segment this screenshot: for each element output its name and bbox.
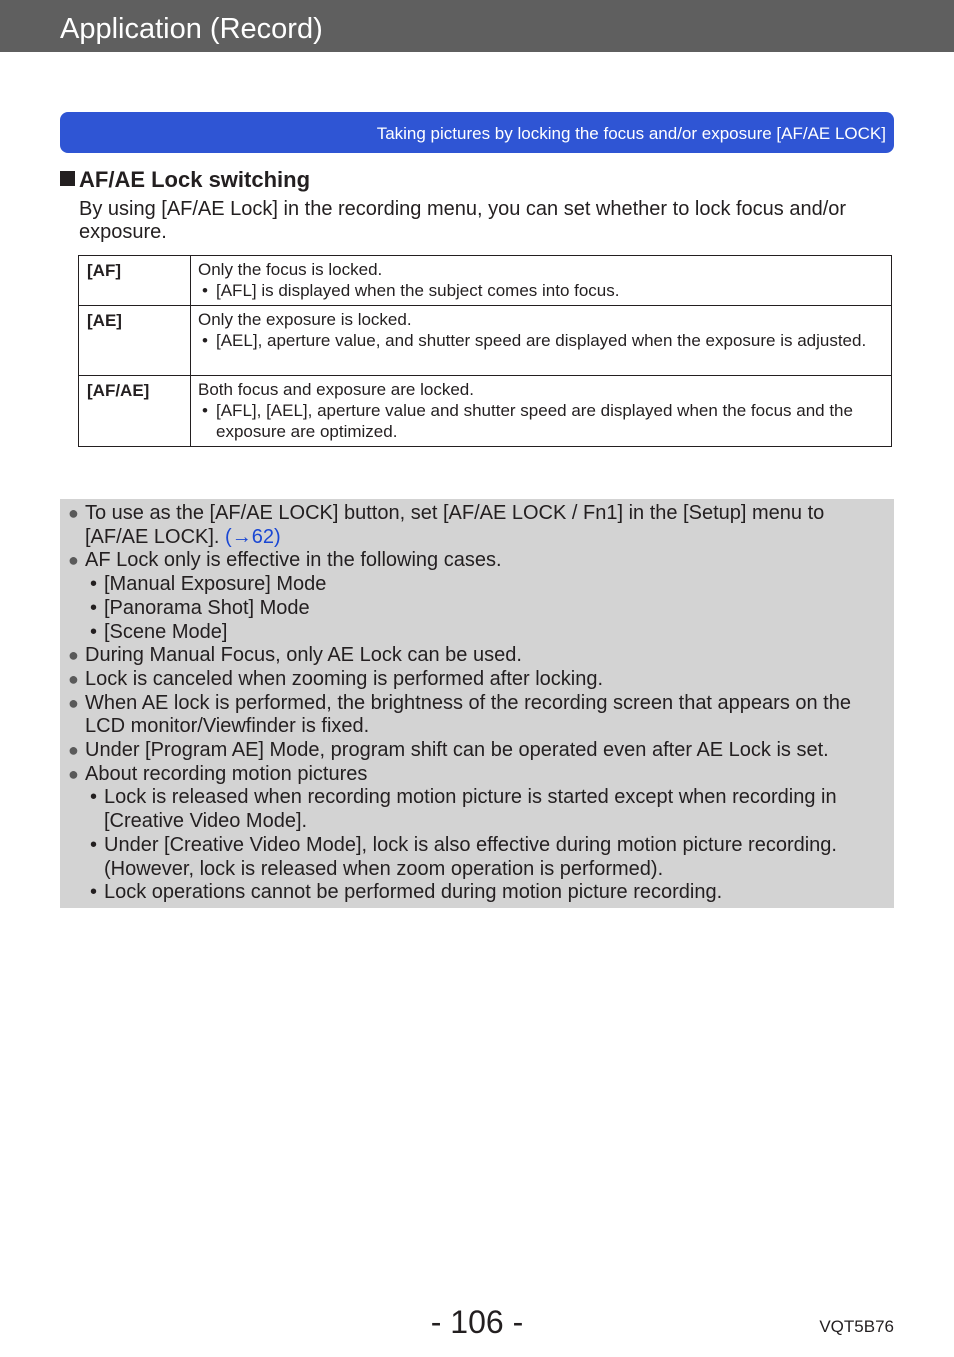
note-item bbox=[68, 502, 882, 549]
section-banner bbox=[60, 112, 894, 153]
note-text: During Manual Focus, only AE Lock can be used. bbox=[85, 644, 522, 667]
note-text: Lock is canceled when zooming is performed after locking. bbox=[85, 667, 604, 690]
settings-table bbox=[78, 255, 892, 447]
page-number: - 106 - bbox=[430, 1304, 524, 1340]
bullet-icon: • bbox=[90, 833, 98, 856]
note-sub-item bbox=[68, 786, 882, 833]
note-sub-item bbox=[68, 597, 882, 621]
bullet-dot-icon: ● bbox=[68, 645, 79, 666]
intro-paragraph: By using [AF/AE Lock] in the recording menu, you can set whether to lock focus and/or exposure. bbox=[79, 198, 847, 243]
bullet-dot-icon: ● bbox=[68, 503, 79, 523]
table-note-text: [AFL] is displayed when the subject comes into focus. bbox=[216, 281, 620, 300]
note-item bbox=[68, 692, 882, 739]
page-title: Application (Record) bbox=[60, 13, 323, 45]
table-note bbox=[198, 400, 881, 442]
bullet-icon: • bbox=[90, 881, 98, 904]
page-reference-link[interactable]: (→62) bbox=[225, 525, 281, 548]
bullet-dot-icon: ● bbox=[68, 692, 79, 713]
document-code: VQT5B76 bbox=[819, 1317, 894, 1336]
note-sub-text: [Panorama Shot] Mode bbox=[104, 596, 310, 619]
table-value bbox=[191, 376, 892, 447]
section-banner-text: Taking pictures by locking the focus and/or exposure [AF/AE LOCK] bbox=[376, 124, 886, 143]
note-item bbox=[68, 763, 882, 787]
table-value bbox=[191, 306, 892, 376]
table-row bbox=[79, 376, 892, 447]
note-text: To use as the [AF/AE LOCK] button, set [AF/AE LOCK / Fn1] in the [Setup] menu to [AF/AE LOCK]. bbox=[85, 502, 825, 548]
subheading bbox=[60, 167, 310, 193]
square-bullet-icon bbox=[60, 171, 75, 186]
subheading-text: AF/AE Lock switching bbox=[79, 167, 311, 192]
note-text: About recording motion pictures bbox=[85, 762, 368, 785]
table-value bbox=[191, 256, 892, 306]
note-text: Under [Program AE] Mode, program shift can be operated even after AE Lock is set. bbox=[85, 739, 829, 762]
table-desc: Both focus and exposure are locked. bbox=[198, 380, 474, 399]
note-sub-text: Lock operations cannot be performed during motion picture recording. bbox=[104, 881, 723, 904]
note-text: AF Lock only is effective in the following cases. bbox=[85, 549, 502, 572]
bullet-icon: • bbox=[90, 620, 98, 643]
note-sub-text: [Manual Exposure] Mode bbox=[104, 573, 327, 596]
note-item bbox=[68, 549, 882, 573]
note-sub-item bbox=[68, 573, 882, 597]
bullet-dot-icon: ● bbox=[68, 763, 79, 784]
note-sub-item bbox=[68, 881, 882, 905]
note-sub-text: [Scene Mode] bbox=[104, 620, 228, 643]
header-bar bbox=[0, 0, 954, 52]
bullet-dot-icon: ● bbox=[68, 740, 79, 761]
note-item bbox=[68, 644, 882, 668]
note-sub-item bbox=[68, 834, 882, 881]
table-note bbox=[198, 330, 881, 351]
note-sub-text: Lock is released when recording motion picture is started except when recording in [Creative Video Mode]. bbox=[104, 786, 837, 833]
bullet-dot-icon: ● bbox=[68, 668, 79, 689]
table-key: [AE] bbox=[79, 306, 191, 376]
note-sub-text: Under [Creative Video Mode], lock is also effective during motion picture recording. (However, lock is released when zoom operation is performed). bbox=[104, 833, 837, 880]
table-key: [AF/AE] bbox=[79, 376, 191, 447]
table-key: [AF] bbox=[79, 256, 191, 306]
bullet-icon: • bbox=[202, 281, 208, 300]
table-note bbox=[198, 280, 881, 301]
bullet-icon: • bbox=[202, 401, 208, 420]
bullet-dot-icon: ● bbox=[68, 550, 79, 571]
table-note-text: [AEL], aperture value, and shutter speed are displayed when the exposure is adjusted. bbox=[216, 331, 867, 350]
bullet-icon: • bbox=[90, 786, 98, 809]
notes-box bbox=[60, 499, 894, 908]
bullet-icon: • bbox=[90, 573, 98, 596]
table-desc: Only the exposure is locked. bbox=[198, 310, 412, 329]
note-item bbox=[68, 739, 882, 763]
bullet-icon: • bbox=[90, 596, 98, 619]
note-text: When AE lock is performed, the brightness of the recording screen that appears on the LCD monitor/Viewfinder is fixed. bbox=[85, 691, 851, 738]
note-sub-item bbox=[68, 621, 882, 645]
note-item bbox=[68, 668, 882, 692]
table-row bbox=[79, 306, 892, 376]
bullet-icon: • bbox=[202, 331, 208, 350]
table-row bbox=[79, 256, 892, 306]
table-note-text: [AFL], [AEL], aperture value and shutter speed are displayed when the focus and the exposure are optimized. bbox=[216, 401, 853, 441]
table-desc: Only the focus is locked. bbox=[198, 260, 383, 279]
